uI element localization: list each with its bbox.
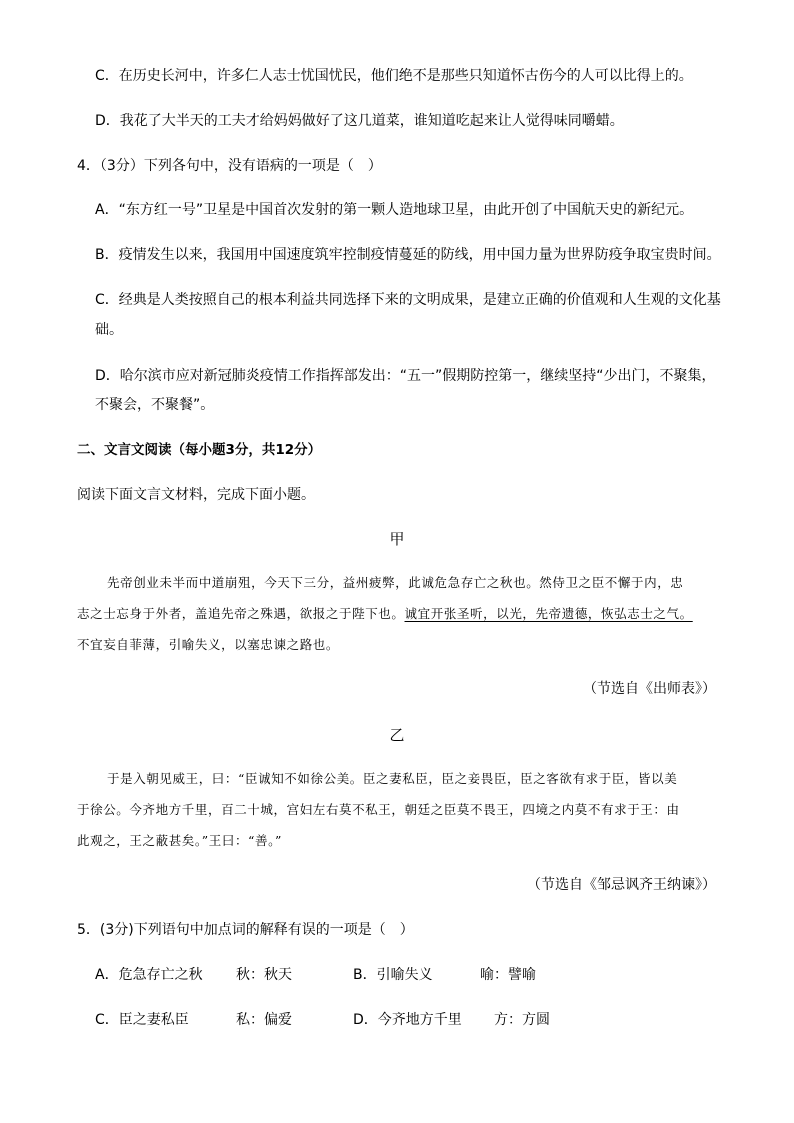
q4-option-d-cont: 不聚会，不聚餐”。 — [95, 397, 215, 413]
passage-yi-source: （节选自《邹忌讽齐王纳谏》） — [527, 877, 716, 893]
section-title: 二、文言文阅读（每小题3分，共12分） — [77, 442, 322, 458]
q4-stem: 4．（3分）下列各句中，没有语病的一项是（ ） — [77, 158, 382, 174]
q5-option-a-text: A．危急存亡之秋 — [95, 967, 203, 983]
passage-jia-line2-plain: 志之士忘身于外者，盖追先帝之殊遇，欲报之于陛下也。 — [77, 606, 405, 621]
q3-option-c: C．在历史长河中，许多仁人志士忧国忧民，他们绝不是那些只知道怀古伤今的人可以比得上的。 — [95, 68, 693, 84]
q5-option-d-text: D．今齐地方千里 — [353, 1012, 462, 1028]
q5-option-b-text: B．引喻失义 — [353, 967, 433, 983]
q4-option-c: C．经典是人类按照自己的根本利益共同选择下来的文明成果，是建立正确的价值观和人生观的文化基 — [95, 292, 721, 308]
q5-stem: 5．(3分)下列语句中加点词的解释有误的一项是（ ） — [77, 922, 414, 938]
passage-jia-line2 — [77, 604, 693, 624]
passage-jia-line2-underlined: 诚宜开张圣听，以光，先帝遗德，恢弘志士之气。 — [404, 606, 693, 621]
q3-option-d: D．我花了大半天的工夫才给妈妈做好了这几道菜，谁知道吃起来让人觉得味同嚼蜡。 — [95, 113, 624, 129]
q4-option-b: B．疫情发生以来，我国用中国速度筑牢控制疫情蔓延的防线，用中国力量为世界防疫争取宝贵时间。 — [95, 247, 721, 263]
q4-option-a: A．“东方红一号”卫星是中国首次发射的第一颗人造地球卫星，由此开创了中国航天史的新纪元。 — [95, 202, 694, 218]
q4-option-d: D．哈尔滨市应对新冠肺炎疫情工作指挥部发出：“五一”假期防控第一，继续坚持“少出门，不聚集， — [95, 368, 716, 384]
passage-yi-line2: 于徐公。今齐地方千里，百二十城，宫妇左右莫不私王，朝廷之臣莫不畏王，四境之内莫不有求于王：由 — [77, 802, 680, 817]
q5-option-c-gloss: 私：偏爱 — [236, 1012, 292, 1028]
q4-option-c-cont: 础。 — [95, 322, 123, 338]
passage-jia-heading: 甲 — [389, 530, 405, 548]
passage-yi-line3: 此观之，王之蔽甚矣。”王曰：“善。” — [77, 833, 282, 848]
passage-yi-line1: 于是入朝见威王，曰：“臣诚知不如徐公美。臣之妻私臣，臣之妾畏臣，臣之客欲有求于臣，皆以美 — [107, 771, 678, 786]
q5-option-b-gloss: 喻：譬喻 — [480, 967, 536, 983]
passage-jia-line3: 不宜妄自菲薄，引喻失义，以塞忠谏之路也。 — [77, 637, 340, 652]
q5-option-c-text: C．臣之妻私臣 — [95, 1012, 189, 1028]
passage-jia-line1: 先帝创业未半而中道崩殂，今天下三分，益州疲弊，此诚危急存亡之秋也。然侍卫之臣不懈于内，忠 — [107, 575, 684, 590]
q5-option-a-gloss: 秋：秋天 — [236, 967, 292, 983]
q5-option-d-gloss: 方：方圆 — [494, 1012, 550, 1028]
section-intro: 阅读下面文言文材料，完成下面小题。 — [77, 487, 315, 503]
passage-jia-source: （节选自《出师表》） — [583, 681, 716, 697]
passage-yi-heading: 乙 — [389, 726, 405, 744]
